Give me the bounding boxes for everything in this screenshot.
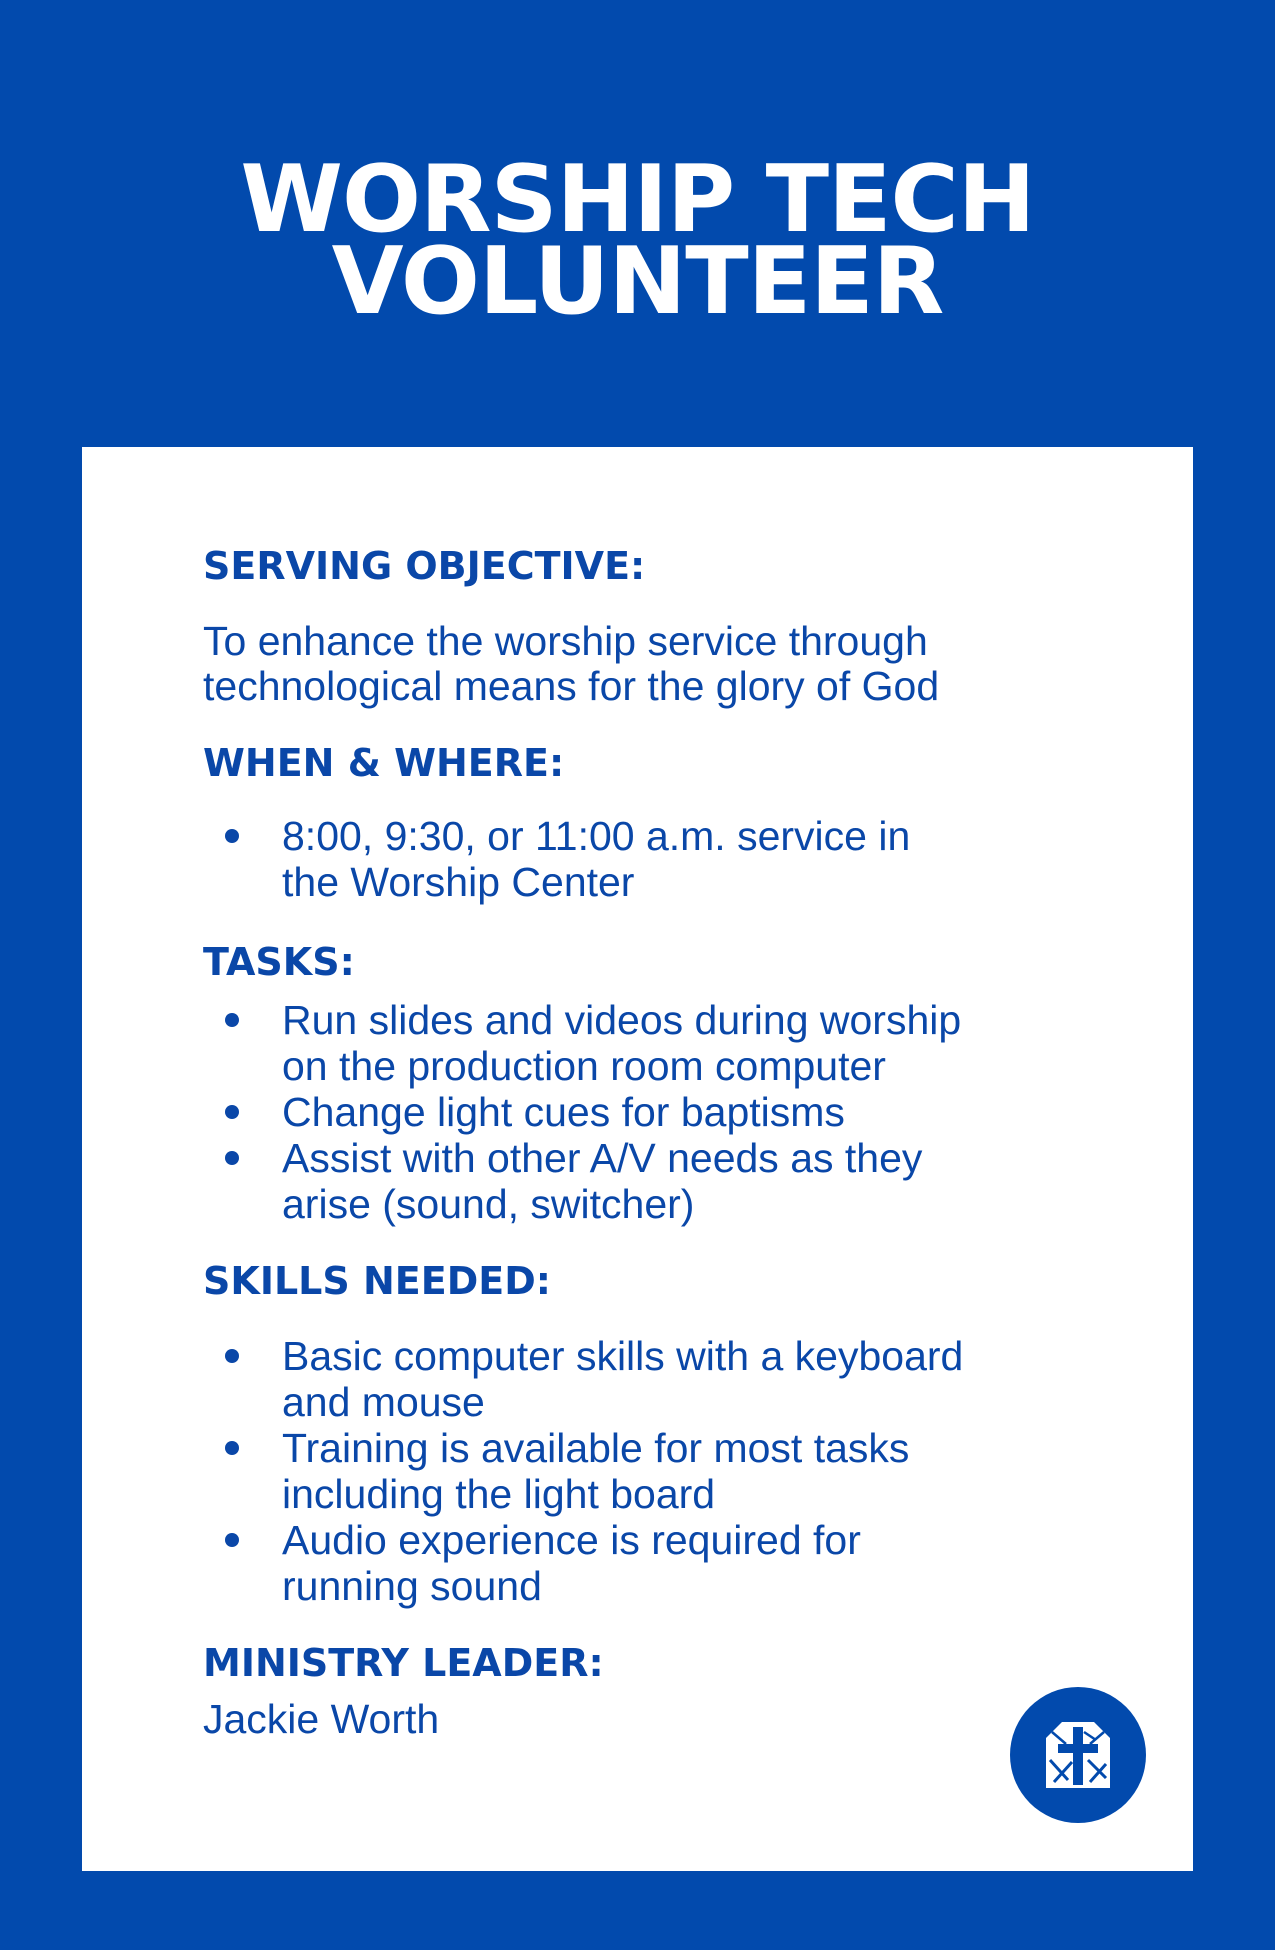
title-line-2: VOLUNTEER bbox=[331, 227, 944, 335]
when-where-heading: WHEN & WHERE: bbox=[203, 741, 565, 785]
list-item-line-1: Change light cues for baptisms bbox=[282, 1089, 845, 1135]
skills-list bbox=[203, 1333, 1163, 1609]
list-item-line-2: arise (sound, switcher) bbox=[282, 1181, 695, 1227]
tasks-heading: TASKS: bbox=[203, 940, 355, 984]
list-item-line-1: 8:00, 9:30, or 11:00 a.m. service in bbox=[282, 813, 911, 859]
list-item-line-2: running sound bbox=[282, 1563, 542, 1609]
when-where-list bbox=[203, 813, 1163, 905]
list-item-line-2: and mouse bbox=[282, 1379, 485, 1425]
bullet-icon bbox=[225, 1533, 239, 1547]
list-item-line-2: on the production room computer bbox=[282, 1043, 886, 1089]
bullet-icon bbox=[225, 1151, 239, 1165]
leader-name: Jackie Worth bbox=[203, 1696, 440, 1742]
church-logo bbox=[1010, 1687, 1146, 1823]
list-item-line-1: Audio experience is required for bbox=[282, 1517, 861, 1563]
list-item bbox=[203, 1135, 1163, 1227]
objective-text-line-1: To enhance the worship service through bbox=[203, 618, 928, 664]
list-item bbox=[203, 1517, 1163, 1609]
skills-heading: SKILLS NEEDED: bbox=[203, 1259, 551, 1303]
list-item-line-1: Run slides and videos during worship bbox=[282, 997, 962, 1043]
list-item-line-1: Basic computer skills with a keyboard bbox=[282, 1333, 964, 1379]
objective-heading: SERVING OBJECTIVE: bbox=[203, 544, 646, 588]
list-item bbox=[203, 997, 1163, 1089]
bullet-icon bbox=[225, 1441, 239, 1455]
objective-text bbox=[203, 619, 939, 709]
list-item-line-1: Training is available for most tasks bbox=[282, 1425, 910, 1471]
church-cross-logo-icon bbox=[1044, 1720, 1112, 1790]
info-card bbox=[82, 447, 1193, 1871]
leader-heading: MINISTRY LEADER: bbox=[203, 1641, 604, 1685]
list-item-line-2: including the light board bbox=[282, 1471, 716, 1517]
bullet-icon bbox=[225, 1105, 239, 1119]
tasks-list bbox=[203, 997, 1163, 1227]
bullet-icon bbox=[225, 1013, 239, 1027]
bullet-icon bbox=[225, 1349, 239, 1363]
list-item bbox=[203, 1333, 1163, 1425]
list-item bbox=[203, 813, 1163, 905]
page-title bbox=[0, 145, 1275, 335]
bullet-icon bbox=[225, 829, 239, 843]
list-item bbox=[203, 1425, 1163, 1517]
list-item-line-1: Assist with other A/V needs as they bbox=[282, 1135, 923, 1181]
list-item bbox=[203, 1089, 1163, 1135]
title-line-1: WORSHIP TECH bbox=[240, 145, 1035, 253]
list-item-line-2: the Worship Center bbox=[282, 859, 635, 905]
objective-text-line-2: technological means for the glory of God bbox=[203, 663, 940, 709]
